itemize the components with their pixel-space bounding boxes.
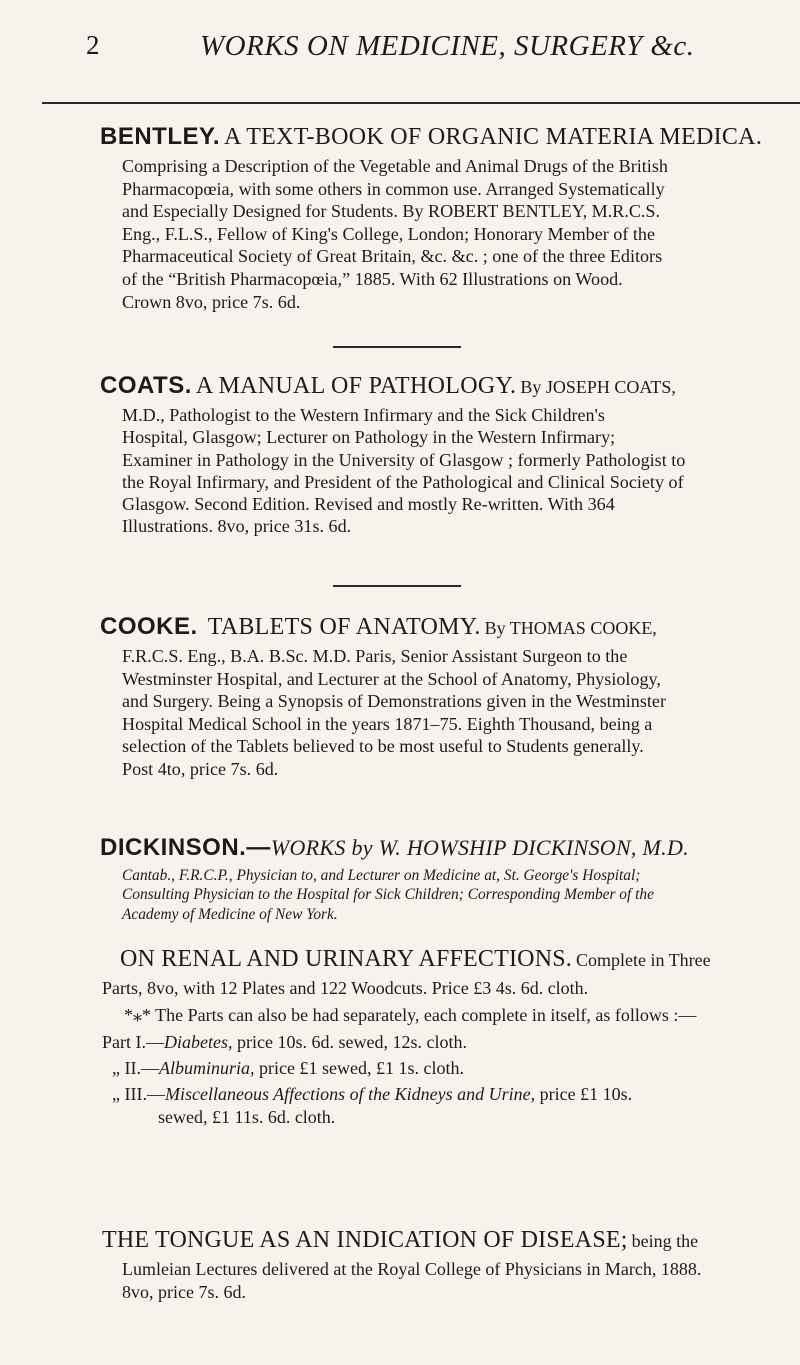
work-renal-affections xyxy=(102,944,724,1129)
header-rule xyxy=(42,102,800,104)
coats-line: Glasgow. Second Edition. Revised and mostly Re-written. With 364 xyxy=(122,494,615,515)
running-title: WORKS ON MEDICINE, SURGERY &c. xyxy=(200,30,695,62)
dickinson-credentials xyxy=(122,866,724,924)
entry-dickinson xyxy=(100,833,724,924)
dickinson-credentials-line: Academy of Medicine of New York. xyxy=(122,905,338,923)
entry-cooke xyxy=(100,612,724,781)
part-price: price 10s. 6d. sewed, 12s. cloth. xyxy=(232,1032,467,1052)
page-number: 2 xyxy=(86,30,100,60)
dickinson-credentials-line: Consulting Physician to the Hospital for Sick Children; Corresponding Member of the xyxy=(122,886,654,904)
tongue-line: 8vo, price 7s. 6d. xyxy=(122,1282,246,1302)
part-price: price £1 sewed, £1 1s. cloth. xyxy=(254,1058,464,1078)
entry-lead-cooke: COOKE. xyxy=(100,613,198,640)
bentley-line: Pharmaceutical Society of Great Britain, &c. &c. ; one of the three Editors xyxy=(122,246,663,267)
work-title-renal-tail: Complete in Three xyxy=(576,950,711,970)
entry-body-bentley xyxy=(122,155,724,313)
cooke-line: Hospital Medical School in the years 1871–75. Eighth Thousand, being a xyxy=(122,713,653,734)
work-title-tongue: THE TONGUE AS AN INDICATION OF DISEASE; xyxy=(102,1227,628,1253)
renal-part-2 xyxy=(112,1057,724,1080)
entry-author-coats: By JOSEPH COATS, xyxy=(520,377,676,397)
renal-part-3 xyxy=(112,1083,724,1106)
bentley-line: of the “British Pharmacopœia,” 1885. With 62 Illustrations on Wood. xyxy=(122,268,623,289)
coats-line: M.D., Pathologist to the Western Infirmary and the Sick Children's xyxy=(122,405,605,425)
separator-rule xyxy=(333,585,461,587)
coats-line: Illustrations. 8vo, price 31s. 6d. xyxy=(122,516,352,537)
cooke-line: Westminster Hospital, and Lecturer at the School of Anatomy, Physiology, xyxy=(122,668,661,689)
dickinson-credentials-line: Cantab., F.R.C.P., Physician to, and Lecturer on Medicine at, St. George's Hospital; xyxy=(122,867,641,884)
work-title-tongue-tail: being the xyxy=(631,1231,699,1251)
part-name: Albuminuria, xyxy=(158,1058,255,1078)
part-label: „ II.— xyxy=(112,1058,159,1078)
entry-body-coats xyxy=(122,404,724,538)
renal-parts-note: *⁎* The Parts can also be had separately, each complete in itself, as follows :— xyxy=(124,1005,697,1025)
work-tongue xyxy=(102,1225,724,1304)
cooke-line: Post 4to, price 7s. 6d. xyxy=(122,758,279,779)
part-price: price £1 10s. xyxy=(535,1084,633,1104)
entry-author-cooke: By THOMAS COOKE, xyxy=(484,618,657,638)
entry-lead-dickinson: DICKINSON.— xyxy=(100,834,271,861)
entry-coats xyxy=(100,371,724,538)
entry-title-bentley: A TEXT-BOOK OF ORGANIC MATERIA MEDICA. xyxy=(224,124,763,150)
renal-part-1 xyxy=(102,1031,724,1054)
entry-lead-coats: COATS. xyxy=(100,372,192,399)
part-label: „ III.— xyxy=(112,1084,165,1104)
cooke-line: F.R.C.S. Eng., B.A. B.Sc. M.D. Paris, Senior Assistant Surgeon to the xyxy=(122,646,628,666)
renal-part-3-cont: sewed, £1 11s. 6d. cloth. xyxy=(158,1107,336,1127)
entry-title-cooke: TABLETS OF ANATOMY. xyxy=(207,614,481,640)
entry-title-coats: A MANUAL OF PATHOLOGY. xyxy=(195,373,517,399)
entry-bentley xyxy=(100,122,763,313)
tongue-line: Lumleian Lectures delivered at the Royal College of Physicians in March, 1888. xyxy=(122,1259,702,1279)
running-head xyxy=(86,30,724,66)
renal-details: Parts, 8vo, with 12 Plates and 122 Woodcuts. Price £3 4s. 6d. cloth. xyxy=(102,978,589,998)
bentley-line: Comprising a Description of the Vegetable and Animal Drugs of the British xyxy=(122,156,668,176)
entry-title-dickinson: WORKS by W. HOWSHIP DICKINSON, M.D. xyxy=(270,835,689,860)
coats-line: Examiner in Pathology in the University of Glasgow ; formerly Pathologist to xyxy=(122,449,686,470)
bentley-line: Eng., F.L.S., Fellow of King's College, London; Honorary Member of the xyxy=(122,223,655,244)
bentley-line: Crown 8vo, price 7s. 6d. xyxy=(122,291,301,312)
coats-line: Hospital, Glasgow; Lecturer on Pathology in the Western Infirmary; xyxy=(122,427,616,448)
entry-body-cooke xyxy=(122,645,724,781)
bentley-line: Pharmacopœia, with some others in common use. Arranged Systematically xyxy=(122,178,665,199)
part-label: Part I.— xyxy=(102,1032,164,1052)
cooke-line: and Surgery. Being a Synopsis of Demonstrations given in the Westminster xyxy=(122,691,666,712)
entry-lead-bentley: BENTLEY. xyxy=(100,123,221,150)
part-name: Diabetes, xyxy=(164,1032,233,1052)
separator-rule xyxy=(333,346,461,348)
coats-line: the Royal Infirmary, and President of the Pathological and Clinical Society of xyxy=(122,471,684,492)
work-title-renal: ON RENAL AND URINARY AFFECTIONS. xyxy=(120,946,572,972)
part-name: Miscellaneous Affections of the Kidneys and Urine, xyxy=(164,1084,536,1104)
bentley-line: and Especially Designed for Students. By ROBERT BENTLEY, M.R.C.S. xyxy=(122,201,661,222)
cooke-line: selection of the Tablets believed to be most useful to Students generally. xyxy=(122,736,644,757)
